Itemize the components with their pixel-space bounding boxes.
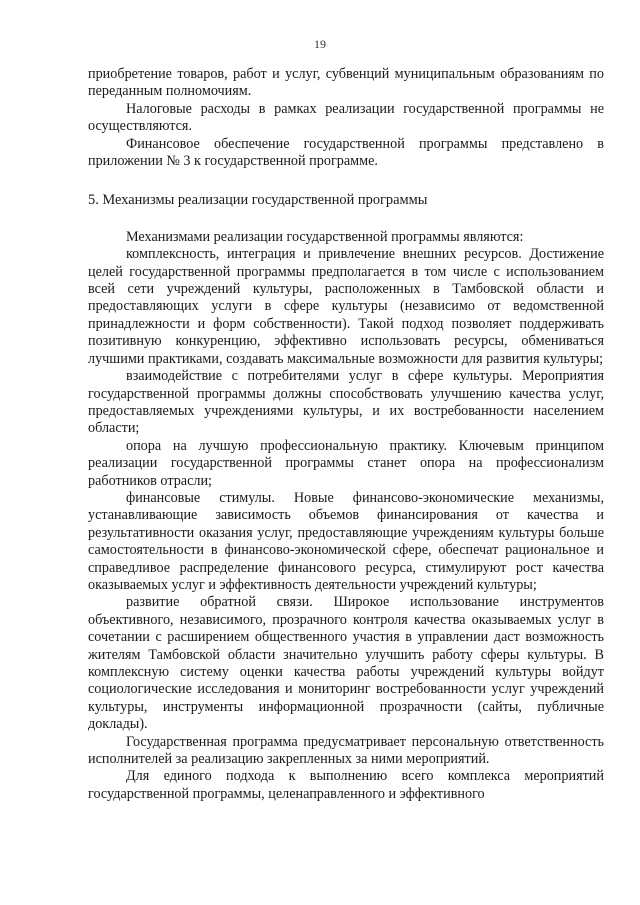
paragraph-financial-incentives: финансовые стимулы. Новые финансово-экономические механизмы, устанавливающие зависимость объемов финансирования от качества и результативности оказания услуг, предоставляющие учреждениям культуры больше самостоятельности в финансово-экономической сфере, обеспечат рациональное и справедливое распределение финансового ресурса, стимулируют рост качества оказываемых услуг и эффективность деятельности учреждений культуры;: [88, 489, 604, 593]
page-number: 19: [314, 37, 326, 51]
paragraph-unified-approach: Для единого подхода к выполнению всего комплекса мероприятий государственной программы, целенаправленного и эффективного: [88, 768, 604, 802]
body-text: [88, 66, 604, 803]
paragraph-interaction: взаимодействие с потребителями услуг в сфере культуры. Мероприятия государственной программы должны способствовать улучшению качества услуг, предоставляемых учреждениями культуры, и их востребованности населением области;: [88, 368, 604, 437]
paragraph-complexity: комплексность, интеграция и привлечение внешних ресурсов. Достижение целей государственной программы предполагается в том числе с использованием всей сети учреждений культуры, расположенных в Тамбовской области и предоставляющих услуги в сфере культуры (независимо от ведомственной принадлежности и форм собственности). Такой подход позволяет поддерживать позитивную конкуренцию, эффективно использовать ресурсы, обмениваться лучшими практиками, создавать максимальные возможности для развития культуры;: [88, 246, 604, 367]
paragraph-best-practice: опора на лучшую профессиональную практику. Ключевым принципом реализации государственной программы станет опора на профессионализм работников отрасли;: [88, 437, 604, 489]
paragraph-mechanisms-intro: Механизмами реализации государственной программы являются:: [126, 228, 524, 245]
paragraph-financing: Финансовое обеспечение государственной программы представлено в приложении № 3 к государственной программе.: [88, 135, 604, 170]
paragraph-tax-expenses: Налоговые расходы в рамках реализации государственной программы не осуществляются.: [88, 100, 604, 135]
paragraph-responsibility: Государственная программа предусматривает персональную ответственность исполнителей за реализацию закрепленных за ними мероприятий.: [88, 733, 604, 768]
section-heading: 5. Механизмы реализации государственной программы: [88, 192, 428, 209]
paragraph-feedback: развитие обратной связи. Широкое использование инструментов объективного, независимого, прозрачного контроля качества оказываемых услуг в сочетании с расширением общественного участия в управлении даст возможность жителям Тамбовской области значительно улучшить работу сферы культуры. В комплексную систему оценки качества работы учреждений культуры войдут социологические исследования и мониторинг востребованности услуг учреждений культуры, инструменты информационной прозрачности (сайты, публичные доклады).: [88, 594, 604, 733]
paragraph-continuation: приобретение товаров, работ и услуг, субвенций муниципальным образованиям по переданным полномочиям.: [88, 66, 604, 100]
